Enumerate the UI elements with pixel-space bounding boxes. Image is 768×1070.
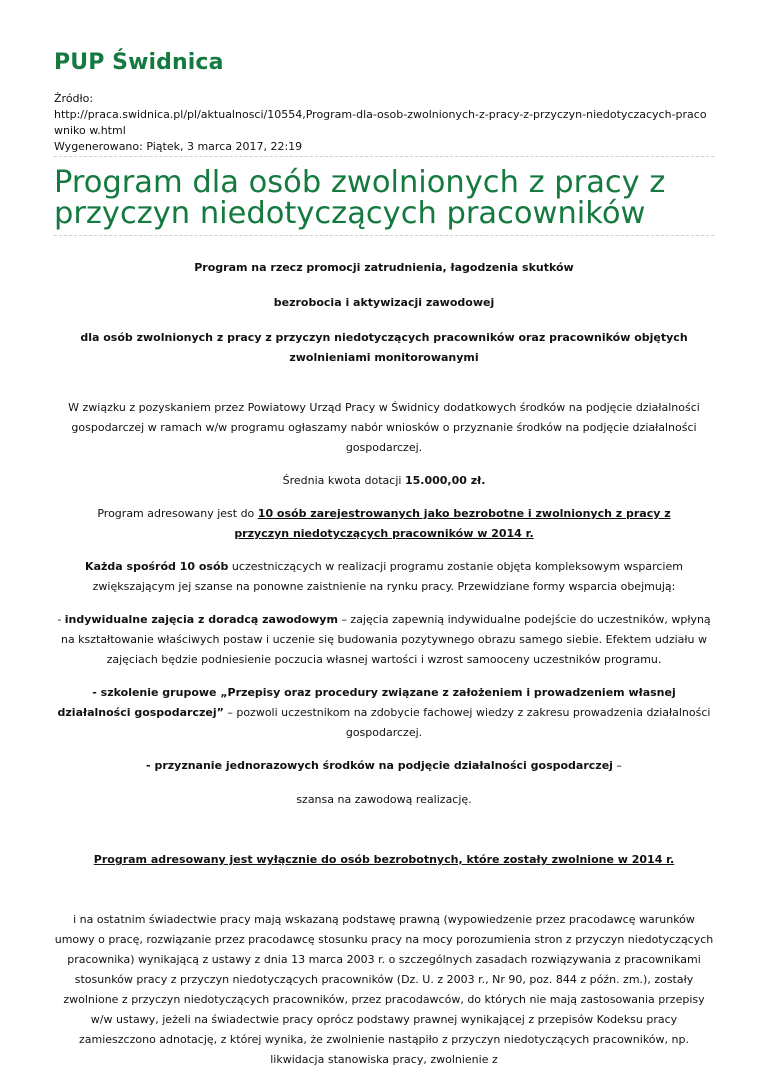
source-label: Źródło: [54, 92, 94, 105]
support-item-1 [54, 610, 714, 670]
divider-title [54, 235, 714, 236]
legal-paragraph: i na ostatnim świadectwie pracy mają wskazaną podstawę prawną (wypowiedzenie przez pracodawcę warunków umowy o pracę, rozwiązanie przez pracodawcę stosunku pracy na mocy porozumienia stron z przyczyn niedotyczących pracownika) wynikającą z ustawy z dnia 13 marca 2003 r. o szczególnych zasadach rozwiązywania z pracownikami stosunków pracy z przyczyn niedotyczących pracowników (Dz. U. z 2003 r., Nr 90, poz. 844 z późn. zm.), zostały zwolnione z przyczyn niedotyczących pracowników, przez pracodawców, do których nie mają zastosowania przepisy w/w ustawy, jeżeli na świadectwie pracy oprócz podstawy prawnej wynikającej z przepisów Kodeksu pracy zamieszczono adnotację, z której wynika, że zwolnienie nastąpiło z przyczyn niedotyczących pracowników, np. likwidacja stanowiska pracy, zwolnienie z [54, 913, 714, 1066]
exclusive-notice: Program adresowany jest wyłącznie do osób bezrobotnych, które zostały zwolnione w 2014 r. [93, 853, 675, 866]
article-title: Program dla osób zwolnionych z pracy z przyczyn niedotyczących pracowników [54, 165, 666, 231]
item3-title: - przyznanie jednorazowych środków na podjęcie działalności gospodarczej [146, 759, 613, 772]
source-url: http://praca.swidnica.pl/pl/aktualnosci/10554,Program-dla-osob-zwolnionych-z-pracy-z-przyczyn-niedotyczacych-pracowniko w.html [54, 108, 707, 137]
target-label: Program adresowany jest do [97, 507, 258, 520]
item3-text: – [612, 759, 622, 772]
target-group: 10 osób zarejestrowanych jako bezrobotne i zwolnionych z pracy z przyczyn niedotyczących pracowników w 2014 r. [234, 507, 671, 540]
item3-continuation: szansa na zawodową realizację. [296, 793, 472, 806]
support-item-2 [54, 683, 714, 743]
site-name: PUP Świdnica [54, 50, 224, 75]
grant-amount: 15.000,00 zł. [404, 474, 486, 487]
heading-3: dla osób zwolnionych z pracy z przyczyn niedotyczących pracowników oraz pracowników objętych zwolnieniami monitorowanymi [80, 331, 688, 364]
heading-2: bezrobocia i aktywizacji zawodowej [273, 296, 495, 309]
support-paragraph [54, 557, 714, 597]
support-item-3 [54, 756, 714, 776]
grant-label: Średnia kwota dotacji [282, 474, 405, 487]
item1-dash: - [57, 613, 65, 626]
meta-block [54, 91, 714, 155]
divider-top [54, 156, 714, 157]
support-count: Każda spośród 10 osób [85, 560, 229, 573]
intro-paragraph: W związku z pozyskaniem przez Powiatowy Urząd Pracy w Świdnicy dodatkowych środków na podjęcie działalności gospodarczej w ramach w/w programu ogłaszamy nabór wniosków o przyznanie środków na podjęcie działalności gospodarczej. [68, 401, 700, 454]
item1-text: – zajęcia zapewnią indywidualne podejście do uczestników, wpłyną na kształtowanie właściwych postaw i uczenie się budowania pozytywnego obrazu samego siebie. Efektem udziału w zajęciach będzie podniesienie poczucia własnej wartości i wzrost samooceny uczestników programu. [60, 613, 711, 666]
grant-paragraph [54, 471, 714, 491]
item2-text: – pozwoli uczestnikom na zdobycie fachowej wiedzy z zakresu prowadzenia działalności gospodarczej. [223, 706, 711, 739]
generated-date: Wygenerowano: Piątek, 3 marca 2017, 22:19 [54, 140, 303, 153]
item1-title: indywidualne zajęcia z doradcą zawodowym [64, 613, 338, 626]
item2-title: - szkolenie grupowe „Przepisy oraz procedury związane z założeniem i prowadzeniem własnej działalności gospodarczej” [57, 686, 676, 719]
heading-1: Program na rzecz promocji zatrudnienia, łagodzenia skutków [194, 261, 574, 274]
article-body [54, 258, 714, 1070]
target-paragraph [54, 504, 714, 544]
support-text: uczestniczących w realizacji programu zostanie objęta kompleksowym wsparciem zwiększającym jej szanse na ponowne zaistnienie na rynku pracy. Przewidziane formy wsparcia obejmują: [92, 560, 683, 593]
